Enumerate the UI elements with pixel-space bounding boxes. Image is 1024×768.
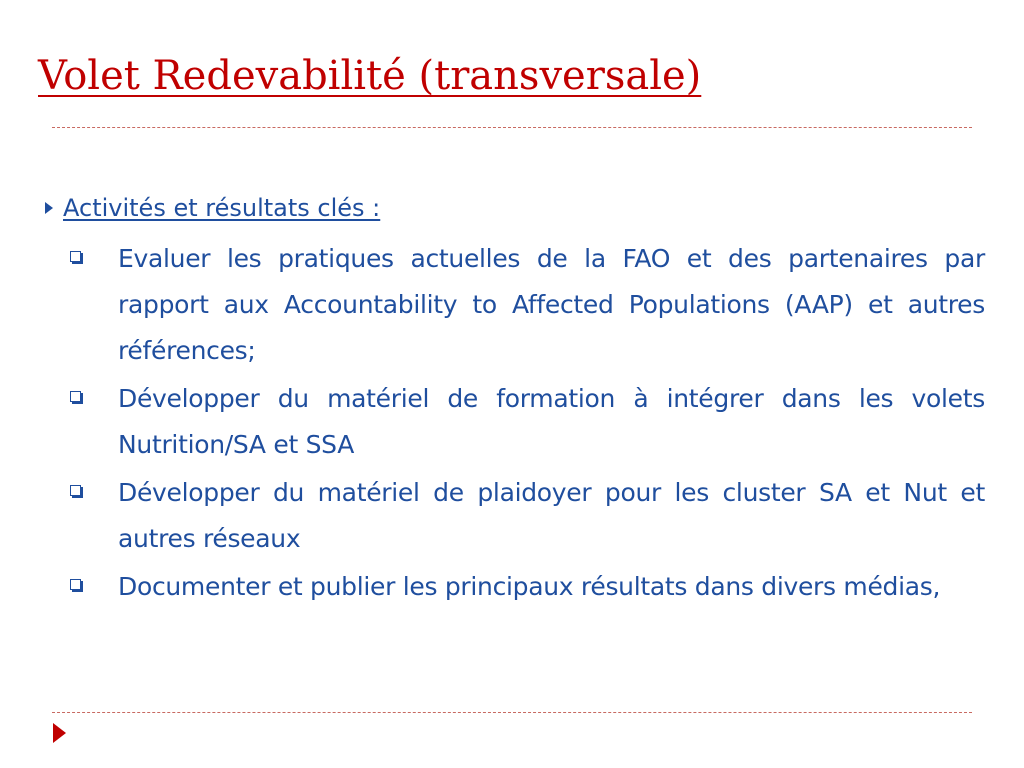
bottom-divider xyxy=(52,712,972,713)
checkbox-square-icon xyxy=(70,251,81,262)
checkbox-square-icon xyxy=(70,485,81,496)
list-item-text: Documenter et publier les principaux résultats dans divers médias, xyxy=(118,572,941,601)
section-heading-text: Activités et résultats clés : xyxy=(63,194,381,222)
checkbox-square-icon xyxy=(70,391,81,402)
list-item-text: Développer du matériel de plaidoyer pour les cluster SA et Nut et autres réseaux xyxy=(118,478,985,553)
list-item-text: Evaluer les pratiques actuelles de la FAO et des partenaires par rapport aux Accountability to Affected Populations (AAP) et autres références; xyxy=(118,244,985,365)
list-item xyxy=(0,470,1024,562)
arrow-right-icon[interactable] xyxy=(53,723,66,743)
list-item xyxy=(0,564,1024,610)
slide-title: Volet Redevabilité (transversale) xyxy=(38,53,702,99)
checkbox-square-icon xyxy=(70,579,81,590)
triangle-right-icon xyxy=(45,202,53,214)
list-item-text: Développer du matériel de formation à intégrer dans les volets Nutrition/SA et SSA xyxy=(118,384,985,459)
bullet-list xyxy=(0,236,1024,612)
section-heading xyxy=(45,188,380,228)
top-divider xyxy=(52,127,972,128)
list-item xyxy=(0,236,1024,374)
list-item xyxy=(0,376,1024,468)
